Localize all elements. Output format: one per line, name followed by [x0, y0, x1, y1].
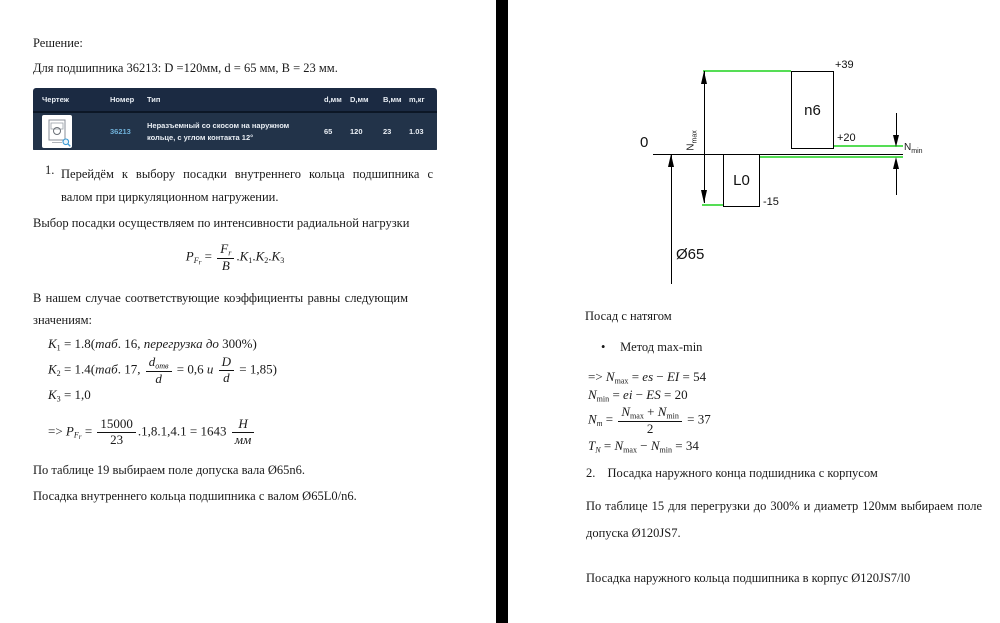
formula-k1: K1 = 1.8(таб. 16, перегрузка до 300%): [48, 336, 257, 353]
tolerance-box-n6: [791, 71, 834, 149]
nmin-arrow-down-icon: [893, 135, 899, 147]
page-divider: [496, 0, 508, 623]
formula-k3: K3 = 1,0: [48, 387, 91, 404]
formula-pf-definition: $PF_r$ = $\frac{Fr}{B}$ .K1.K2.K3: [185, 241, 285, 273]
nmax-label: $N_{max}$: [685, 130, 699, 151]
para-fit-inner-ring: Посадка внутреннего кольца подшипника с валом Ø65L0/n6.: [33, 489, 357, 503]
bullet-method: [601, 340, 702, 355]
list-item-2: [586, 466, 878, 481]
list-item-1-text: Перейдём к выбору посадки внутреннего кольца подшипника с валом при циркуляционном нагружении.: [61, 167, 433, 204]
col-header-drawing: Чертеж: [42, 95, 69, 104]
limit-line-minus15: [702, 204, 723, 206]
tolerance-box-l0: [723, 154, 760, 207]
bearing-B-cell: 23: [383, 127, 392, 136]
col-header-type: Тип: [147, 95, 161, 104]
method-label: Метод max-min: [620, 340, 703, 354]
formula-pf-calculation: => $PF_r$ = $\frac{15000}{23}$ .1,8.1,4.1 = 1643 $\frac{Н}{мм}$: [48, 417, 256, 448]
bearing-number-link[interactable]: 36213: [110, 127, 131, 136]
nmax-dimension-line: [704, 71, 705, 203]
list-item-2-text: Посадка наружного конца подшидника с корпусом: [607, 466, 878, 480]
para-table15: По таблице 15 для перегрузки до 300% и диаметр 120мм выбираем поле допуска Ø120JS7.: [586, 499, 982, 540]
l0-label: L0: [733, 172, 750, 189]
diameter-label: Ø65: [676, 246, 705, 263]
para-table19: По таблице 19 выбираем поле допуска вала Ø65n6.: [33, 463, 306, 477]
col-header-number: Номер: [110, 95, 135, 104]
right-page: [508, 0, 1000, 623]
bearing-params-line: Для подшипника 36213: D =120мм, d = 65 мм, B = 23 мм.: [33, 61, 338, 75]
bearing-table: [33, 88, 437, 152]
limit-line-zero: [758, 156, 903, 158]
bullet-icon: •: [601, 340, 606, 354]
tolerance-diagram: [630, 50, 942, 295]
zero-line: [653, 154, 903, 155]
formula-nmax: => Nmax = es − EI = 54: [588, 369, 707, 386]
col-header-m: m,кг: [409, 95, 425, 104]
bearing-table-header: [33, 88, 437, 113]
col-header-d: d,мм: [324, 95, 342, 104]
upper-limit-line-plus39: [703, 70, 791, 72]
plus39-label: +39: [835, 59, 854, 71]
zoom-icon[interactable]: [62, 138, 71, 147]
para-fit-tight: Посад с натягом: [585, 309, 672, 323]
bearing-table-row: [33, 113, 437, 150]
nmin-line-lower: [896, 169, 897, 195]
solution-heading: Решение:: [33, 36, 83, 50]
n6-label: n6: [804, 101, 821, 119]
formula-k2: K2 = 1.4(таб. 17, $\frac{\text{dотв}}{d}$ = 0,6 и $\frac{D}{d}$ = 1,85): [48, 354, 277, 386]
para-intensity: Выбор посадки осуществляем по интенсивности радиальной нагрузки: [33, 216, 410, 230]
bearing-m-cell: 1.03: [409, 127, 424, 136]
list-item-1-marker: 1.: [45, 163, 55, 177]
nmax-arrow-up-icon: [701, 71, 707, 84]
plus20-label: +20: [837, 132, 856, 144]
list-item-2-marker: 2.: [586, 466, 596, 480]
nmin-label: $N_{min}$: [904, 142, 923, 155]
diameter-arrow-icon: [668, 154, 674, 167]
minus15-label: -15: [763, 196, 779, 208]
bearing-drawing-thumbnail[interactable]: [42, 115, 72, 148]
para-coefficients: В нашем случае соответствующие коэффициенты равны следующим значениям:: [33, 291, 408, 327]
bearing-type-cell: Неразъемный со скосом на наружном кольце, с углом контакта 12°: [147, 121, 290, 142]
formula-tn: TN = Nmax − Nmin = 34: [588, 438, 699, 455]
diameter-leader-line: [671, 154, 672, 284]
left-page: [0, 0, 496, 623]
formula-nmin: Nmin = ei − ES = 20: [588, 387, 688, 404]
list-item-1: [45, 163, 433, 209]
col-header-D: D,мм: [350, 95, 369, 104]
formula-nm: Nm = $\frac{Nmax + Nmin}{2}$ = 37: [588, 404, 711, 436]
nmin-line-upper: [896, 113, 897, 137]
bearing-D-cell: 120: [350, 127, 363, 136]
nmax-arrow-down-icon: [701, 190, 707, 203]
col-header-B: В,мм: [383, 95, 402, 104]
bearing-d-cell: 65: [324, 127, 333, 136]
nmin-arrow-up-icon: [893, 157, 899, 169]
para-fit-outer-ring: Посадка наружного кольца подшипника в корпус Ø120JS7/l0: [586, 571, 911, 585]
zero-label: 0: [640, 134, 649, 151]
